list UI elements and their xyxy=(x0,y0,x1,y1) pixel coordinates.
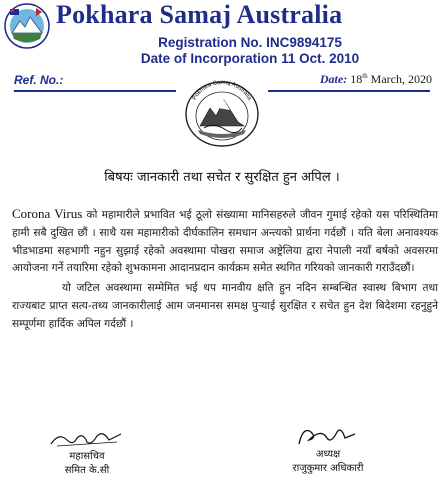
body-paragraph-1-lead: Corona Virus xyxy=(12,206,83,221)
organization-name: Pokhara Samaj Australia xyxy=(56,0,343,29)
seal-text: Pokhara Samaj Australia xyxy=(191,79,253,102)
signature-block-president xyxy=(278,424,378,476)
registration-number: Registration No. INC9894175 xyxy=(158,35,342,50)
date-value: 18th March, 2020 xyxy=(350,72,432,86)
signature-secretary-icon xyxy=(47,428,127,450)
signature-president-icon xyxy=(293,424,363,448)
organization-seal-icon xyxy=(178,74,266,148)
letter-subject: बिषयः जानकारी तथा सचेत र सुरक्षित हुन अपिल । xyxy=(104,170,340,185)
date-label: Date: xyxy=(319,72,348,86)
organization-logo-icon xyxy=(4,3,50,49)
letter-date xyxy=(320,72,432,87)
reference-label: Ref. No.: xyxy=(14,73,64,87)
incorporation-date: Date of Incorporation 11 Oct. 2010 xyxy=(140,51,360,66)
body-paragraph-1 xyxy=(12,205,438,278)
body-paragraph-2: यो जटिल अवस्थामा सम्मेमित भई थप मानवीय क्षति हुन नदिन सम्बन्धित स्वास्थ बिभाग तथा राज्यबाट प्राप्त सत्य-तथ्य जानकारीलाई आम जनमानस समक्ष पुऱ्याई सुरक्षित र सचेत हुन देश बिदेशमा रहनुहुने सम्पूर्णमा हार्दिक अपिल गर्दछौं । xyxy=(12,282,438,330)
signature-president-title: अध्यक्ष xyxy=(315,449,341,460)
header-divider-left xyxy=(14,90,176,92)
signature-block-secretary xyxy=(42,428,132,478)
header-divider-right xyxy=(268,90,430,92)
signature-president-name: राजुकुमार अधिकारी xyxy=(292,463,364,474)
body-paragraph-1-text: को महामारीले प्रभावित भई ठूलो संख्यामा मानिसहरुले जीवन गुमाई रहेको यस परिस्थितिमा हामी सबै दुखित छौं । साथै यस महामारीको दीर्घकालिन समधान अन्त्यको प्रार्थना गर्दछौं । यति बेला अनावश्यक भीडभाडमा सहभागी नहुन सुझाई रहेको अवस्थामा पोखरा समाज अष्ट्रेलिया द्वारा नेपाली नयाँ बर्षको अवसरमा आयोजना गर्ने तयारिमा रहेको शुभकामना आदानप्रदान कार्यक्रम समेत स्थगित गरियको जानकारी गराउँदछौं। xyxy=(12,209,438,275)
signature-secretary-title: महासचिव xyxy=(69,451,105,462)
signature-secretary-name: समित के.सी xyxy=(64,465,110,476)
letter-body xyxy=(12,205,438,334)
